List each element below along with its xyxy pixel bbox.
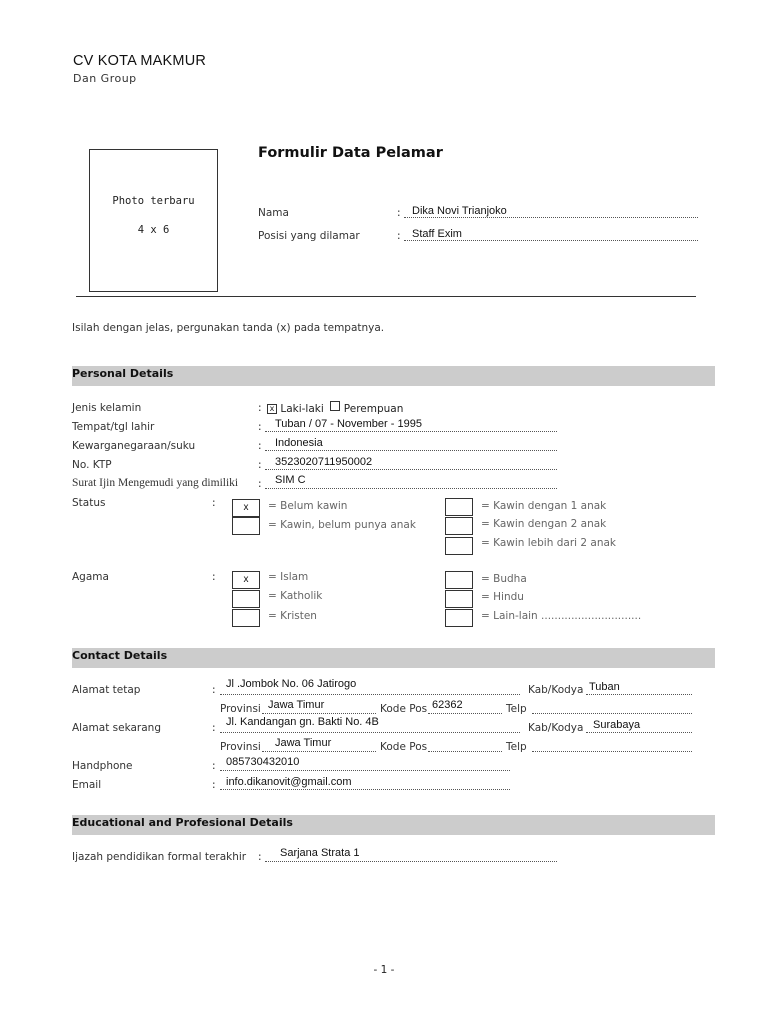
agama-option-lain: = Lain-lain ..............................: [481, 610, 642, 622]
kab1-line: [586, 694, 692, 695]
kab2-label: Kab/Kodya: [528, 722, 584, 734]
agama-option-katholik: = Katholik: [268, 590, 323, 602]
status-checkbox-kawin-belum-anak[interactable]: [232, 517, 260, 535]
ttl-label: Tempat/tgl lahir: [72, 421, 155, 433]
nama-line: [404, 217, 698, 218]
section-education-title: Educational and Profesional Details: [72, 816, 293, 829]
kab2-line: [586, 732, 692, 733]
posisi-line: [404, 240, 698, 241]
email-label: Email: [72, 779, 102, 791]
agama-mark: x: [243, 574, 249, 585]
section-personal: [72, 366, 715, 386]
gender-colon: :: [258, 402, 262, 414]
company-subtitle: Dan Group: [73, 72, 137, 85]
posisi-value[interactable]: Staff Exim: [412, 228, 462, 240]
alamat-tetap-colon: :: [212, 684, 216, 696]
kodepos1-value[interactable]: 62362: [432, 699, 463, 711]
kew-line: [265, 450, 557, 451]
kew-value[interactable]: Indonesia: [275, 437, 323, 449]
kab1-label: Kab/Kodya: [528, 684, 584, 696]
sim-label: Surat Ijin Mengemudi yang dimiliki: [72, 477, 239, 489]
gender-female-checkbox[interactable]: [330, 401, 340, 411]
email-line: [220, 789, 510, 790]
email-colon: :: [212, 779, 216, 791]
agama-checkbox-lain[interactable]: [445, 609, 473, 627]
prov1-value[interactable]: Jawa Timur: [268, 699, 325, 711]
photo-box: [89, 149, 218, 292]
ijazah-label: Ijazah pendidikan formal terakhir: [72, 851, 247, 863]
company-name: CV KOTA MAKMUR: [73, 53, 207, 69]
section-education: [72, 815, 715, 835]
kew-label: Kewarganegaraan/suku: [72, 440, 196, 452]
kew-colon: :: [258, 440, 262, 452]
sim-line: [265, 488, 557, 489]
status-mark: x: [243, 502, 249, 513]
prov1-label: Provinsi: [220, 703, 261, 715]
telp1-line: [532, 713, 692, 714]
kodepos2-line: [428, 751, 502, 752]
status-checkbox-belum-kawin[interactable]: [232, 499, 260, 517]
ijazah-value[interactable]: Sarjana Strata 1: [280, 847, 360, 859]
agama-checkbox-kristen[interactable]: [232, 609, 260, 627]
alamat-sekarang-value[interactable]: Jl. Kandangan gn. Bakti No. 4B: [226, 716, 379, 728]
ttl-value[interactable]: Tuban / 07 - November - 1995: [275, 418, 422, 430]
agama-option-kristen: = Kristen: [268, 610, 317, 622]
alamat-tetap-value[interactable]: Jl .Jombok No. 06 Jatirogo: [226, 678, 357, 690]
agama-checkbox-islam[interactable]: [232, 571, 260, 589]
kab1-value[interactable]: Tuban: [589, 681, 620, 693]
gender-label: Jenis kelamin: [72, 402, 142, 414]
status-label: Status: [72, 497, 106, 509]
alamat-tetap-label: Alamat tetap: [72, 684, 141, 696]
telp2-line: [532, 751, 692, 752]
status-checkbox-kawin-1-anak[interactable]: [445, 498, 473, 516]
ktp-label: No. KTP: [72, 459, 112, 471]
gender-options: [267, 401, 403, 415]
ijazah-colon: :: [258, 851, 262, 863]
alamat-tetap-line: [220, 694, 520, 695]
agama-label: Agama: [72, 571, 109, 583]
form-title: Formulir Data Pelamar: [258, 145, 443, 161]
header-divider: [76, 296, 696, 297]
kodepos1-label: Kode Pos: [380, 703, 428, 715]
posisi-label: Posisi yang dilamar: [258, 230, 360, 242]
kodepos2-label: Kode Pos: [380, 741, 428, 753]
alamat-sekarang-colon: :: [212, 722, 216, 734]
section-contact-title: Contact Details: [72, 649, 168, 662]
nama-label: Nama: [258, 207, 289, 219]
prov2-label: Provinsi: [220, 741, 261, 753]
prov1-line: [262, 713, 376, 714]
hp-label: Handphone: [72, 760, 133, 772]
agama-option-hindu: = Hindu: [481, 591, 524, 603]
status-option-kawin-belum-anak: = Kawin, belum punya anak: [268, 519, 416, 531]
hp-colon: :: [212, 760, 216, 772]
posisi-colon: :: [397, 230, 401, 242]
kodepos1-line: [428, 713, 502, 714]
gender-female-label: Perempuan: [343, 403, 404, 415]
sim-colon: :: [258, 478, 262, 490]
ijazah-line: [265, 861, 557, 862]
agama-checkbox-budha[interactable]: [445, 571, 473, 589]
ktp-colon: :: [258, 459, 262, 471]
status-checkbox-kawin-2-anak[interactable]: [445, 517, 473, 535]
status-option-kawin-1-anak: = Kawin dengan 1 anak: [481, 500, 607, 512]
section-contact: [72, 648, 715, 668]
status-colon: :: [212, 497, 216, 509]
status-option-kawin-lebih-2: = Kawin lebih dari 2 anak: [481, 537, 617, 549]
gender-male-label: Laki-laki: [280, 403, 324, 415]
ktp-line: [265, 469, 557, 470]
photo-label: Photo terbaru: [112, 195, 195, 207]
status-checkbox-kawin-lebih-2[interactable]: [445, 537, 473, 555]
nama-colon: :: [397, 207, 401, 219]
status-option-kawin-2-anak: = Kawin dengan 2 anak: [481, 518, 607, 530]
hp-value[interactable]: 085730432010: [226, 756, 300, 768]
prov2-value[interactable]: Jawa Timur: [275, 737, 332, 749]
alamat-sekarang-line: [220, 732, 520, 733]
telp1-label: Telp: [506, 703, 527, 715]
ttl-colon: :: [258, 421, 262, 433]
sim-value[interactable]: SIM C: [275, 474, 306, 486]
kab2-value[interactable]: Surabaya: [593, 719, 641, 731]
agama-option-islam: = Islam: [268, 571, 309, 583]
prov2-line: [262, 751, 376, 752]
telp2-label: Telp: [506, 741, 527, 753]
ktp-value[interactable]: 3523020711950002: [275, 456, 373, 468]
photo-size: 4 x 6: [137, 224, 170, 236]
agama-checkbox-katholik[interactable]: [232, 590, 260, 608]
ttl-line: [265, 431, 557, 432]
hp-line: [220, 770, 510, 771]
agama-colon: :: [212, 571, 216, 583]
status-option-belum-kawin: = Belum kawin: [268, 500, 348, 512]
agama-option-budha: = Budha: [481, 573, 527, 585]
instructions: Isilah dengan jelas, pergunakan tanda (x) pada tempatnya.: [72, 322, 385, 334]
nama-value[interactable]: Dika Novi Trianjoko: [412, 205, 507, 217]
gender-male-checkbox[interactable]: x: [267, 404, 277, 414]
section-personal-title: Personal Details: [72, 367, 174, 380]
agama-checkbox-hindu[interactable]: [445, 590, 473, 608]
email-value[interactable]: info.dikanovit@gmail.com: [226, 776, 352, 788]
alamat-sekarang-label: Alamat sekarang: [72, 722, 161, 734]
page-number: - 1 -: [373, 964, 395, 976]
